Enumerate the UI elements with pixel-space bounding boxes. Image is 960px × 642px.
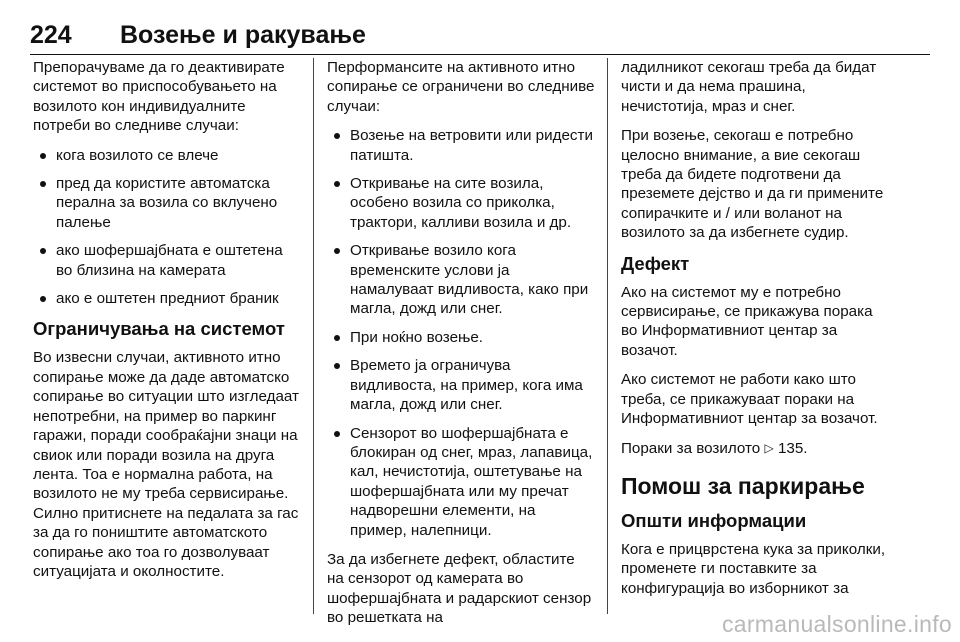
section-heading-fault: Дефект — [621, 252, 690, 274]
list-item: Откривање возило кога временските услови ја намалуваат видливоста, како при магла, дожд или снег. — [327, 241, 595, 319]
col2-outro: За да избегнете дефект, областите на сензорот од камерата во шофершајбната и радарскиот сензор во решетката на — [327, 550, 592, 627]
section-heading-limitations: Ограничувања на системот — [33, 318, 285, 340]
bullet-icon — [40, 181, 46, 187]
bullet-icon — [334, 248, 340, 254]
page-header — [30, 4, 930, 55]
bullet-icon — [334, 363, 340, 369]
bullet-icon — [40, 296, 46, 302]
list-item: Откривање на сите возила, особено возила со приколка, трактори, калливи возила и др. — [327, 174, 595, 232]
watermark: carmanualsonline.info — [721, 611, 952, 637]
col3-paragraph-1: ладилникот секогаш треба да бидат чисти и да нема прашина, нечистотија, мраз и снег. — [621, 59, 877, 115]
column-3 — [621, 58, 893, 614]
page-title: Возење и ракување — [120, 21, 366, 49]
col3-paragraph-4: Ако системот не работи како што треба, се прикажуваат пораки на Информативниот центар за возачот. — [621, 371, 878, 428]
page-reference[interactable] — [621, 439, 893, 458]
column-divider-2 — [607, 58, 608, 614]
list-item: Возење на ветровити или ридести патишта. — [327, 126, 595, 165]
list-item: ако е оштетен предниот браник — [33, 289, 301, 308]
bullet-icon — [334, 133, 340, 139]
page-number: 224 — [30, 21, 72, 49]
column-divider-1 — [313, 58, 314, 614]
col1-intro: Препорачуваме да го деактивирате системот во приспособувањето на возилото кон индивидуалните потреби во следниве случаи: — [33, 59, 285, 135]
page-reference-text: Пораки за возилото — [621, 439, 761, 457]
col1-body: Во извесни случаи, активното итно сопирање може да даде автоматско сопирање во ситуации што изгледаат непотребни, на пример во паркинг гаражи, поради сообраќајни знаци на свиок или поради возила на друга лента. Тоа е нормална работа, на возилото не му треба сервисирање. Силно притиснете на педалата за гас за да го поништите автоматското сопирање ако тоа го дозволуваат ситуацијата и околностите. — [33, 349, 299, 580]
col3-paragraph-5: Кога е прицврстена кука за приколки, променете ги поставките за конфигурација во изборникот за — [621, 540, 886, 597]
bullet-icon — [40, 248, 46, 254]
bullet-icon — [334, 181, 340, 187]
list-item: При ноќно возење. — [327, 328, 595, 347]
list-item: пред да користите автоматска перална за возила со вклучено палење — [33, 174, 301, 232]
column-2 — [327, 58, 595, 627]
page-reference-number: 135. — [777, 439, 808, 457]
col3-paragraph-2: При возење, секогаш е потребно целосно внимание, а вие секогаш треба да бидете подготвени да преземете дејство и да ги примените сопирачките и / или воланот на возилото за да избегнете судир. — [621, 127, 884, 242]
subsection-heading-general: Општи информации — [621, 509, 807, 531]
col1-bullet-list — [33, 146, 301, 309]
list-item: ако шофершајбната е оштетена во близина на камерата — [33, 241, 301, 280]
col2-intro: Перформансите на активното итно сопирање се ограничени во следниве случаи: — [327, 59, 595, 115]
section-heading-parking-assist: Помош за паркирање — [621, 472, 865, 499]
list-item: Времето ја ограничува видливоста, на пример, кога има магла, дожд или снег. — [327, 356, 595, 414]
list-item: кога возилото се влече — [33, 146, 301, 165]
column-1 — [33, 58, 301, 614]
col3-paragraph-3: Ако на системот му е потребно сервисирање, се прикажува порака во Информативниот центар за возачот. — [621, 283, 873, 359]
bullet-icon — [40, 153, 46, 159]
bullet-icon — [334, 431, 340, 437]
list-item: Сензорот во шофершајбната е блокиран од снег, мраз, лапавица, кал, нечистотија, оштетување на шофершајбната или му пречат надворешни елементи, на пример, налепници. — [327, 424, 595, 540]
arrow-right-icon: ▷ — [764, 440, 774, 455]
bullet-icon — [334, 335, 340, 341]
col2-bullet-list — [327, 126, 595, 540]
